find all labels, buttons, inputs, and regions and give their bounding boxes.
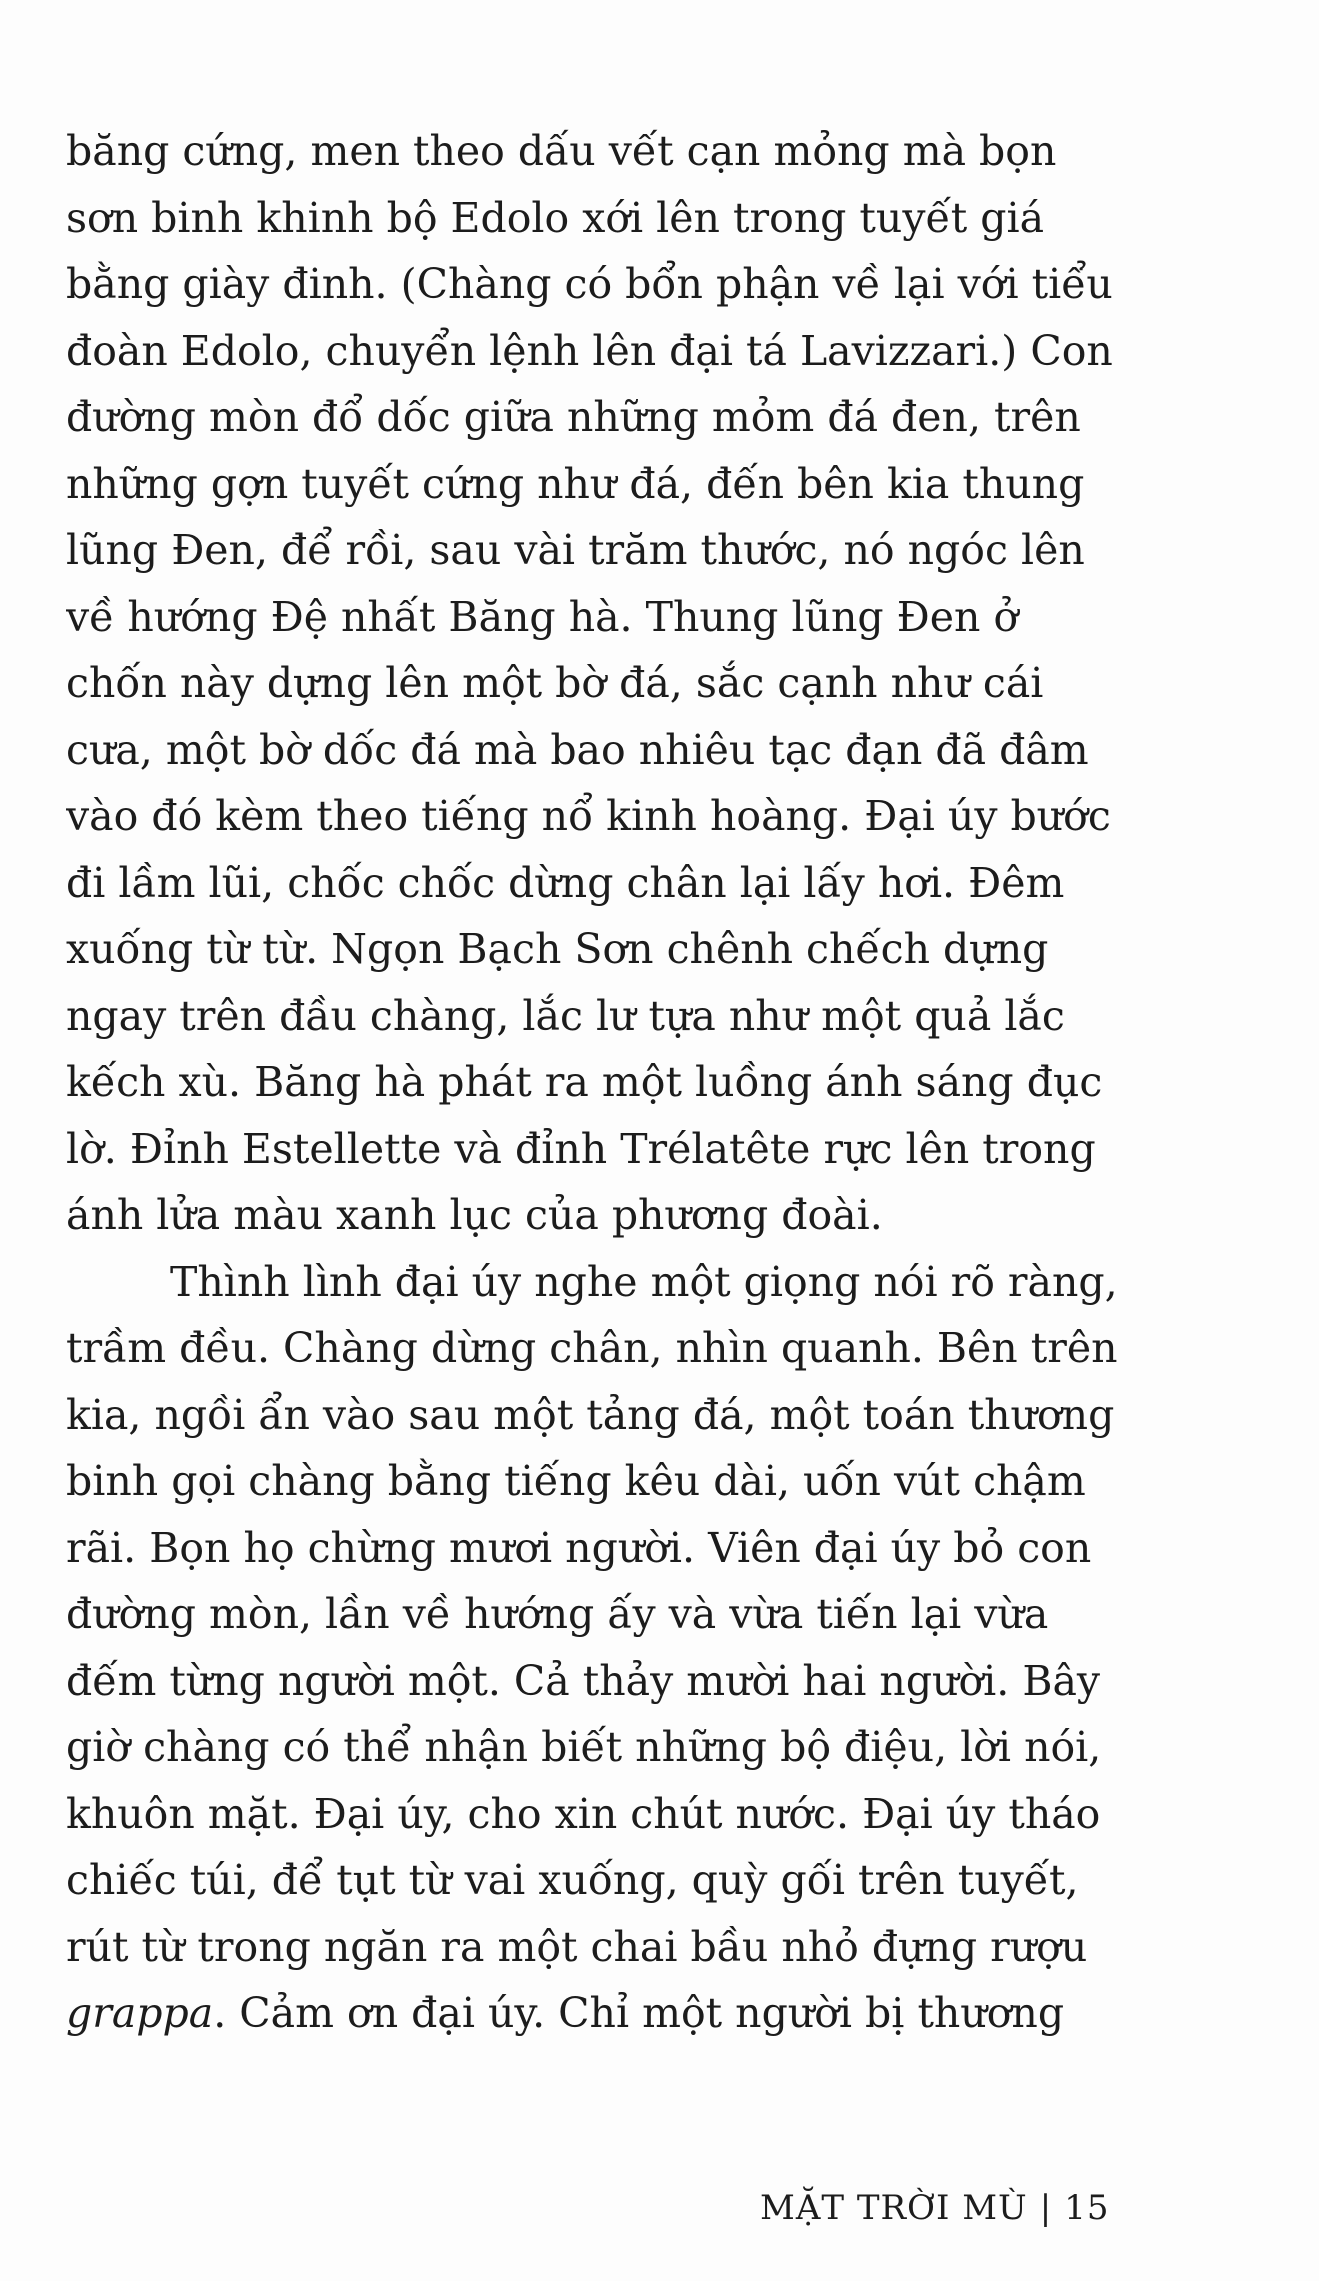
text-line: chiếc túi, để tụt từ vai xuống, quỳ gối trên tuyết, [66, 1856, 1079, 1904]
text-line: về hướng Đệ nhất Băng hà. Thung lũng Đen ở [66, 592, 1019, 641]
text-line: đường mòn, lần về hướng ấy và vừa tiến lại vừa [66, 1590, 1049, 1638]
text-line: kia, ngồi ẩn vào sau một tảng đá, một toán thương [66, 1390, 1115, 1439]
text-line: những gợn tuyết cứng như đá, đến bên kia thung [66, 459, 1085, 508]
text-line: khuôn mặt. Đại úy, cho xin chút nước. Đại úy tháo [66, 1789, 1101, 1838]
text-line-last [66, 1980, 1126, 2047]
page-footer [760, 2180, 1120, 2236]
text-line: lũng Đen, để rồi, sau vài trăm thước, nó ngóc lên [66, 526, 1085, 574]
text-line: rút từ trong ngăn ra một chai bầu nhỏ đựng rượu [66, 1922, 1088, 1971]
text-line-rest: . Cảm ơn đại úy. Chỉ một người bị thương [213, 1989, 1065, 2037]
paragraph-first-line: Thình lình đại úy nghe một giọng nói rõ ràng, [170, 1257, 1118, 1306]
body-text [66, 118, 1126, 2047]
text-line: giờ chàng có thể nhận biết những bộ điệu, lời nói, [66, 1723, 1102, 1771]
running-title: MẶT TRỜI MÙ [760, 2188, 1028, 2228]
text-line: đi lầm lũi, chốc chốc dừng chân lại lấy hơi. Đêm [66, 858, 1065, 907]
text-line: binh gọi chàng bằng tiếng kêu dài, uốn vút chậm [66, 1457, 1086, 1505]
text-line: đường mòn đổ dốc giữa những mỏm đá đen, trên [66, 393, 1081, 441]
text-line: kếch xù. Băng hà phát ra một luồng ánh sáng đục [66, 1058, 1103, 1106]
text-line: bằng giày đinh. (Chàng có bổn phận về lại với tiểu [66, 260, 1113, 308]
page-number: 15 [1064, 2188, 1110, 2228]
text-line: lờ. Đỉnh Estellette và đỉnh Trélatête rực lên trong [66, 1124, 1096, 1173]
text-line: đoàn Edolo, chuyển lệnh lên đại tá Lavizzari.) Con [66, 326, 1113, 375]
text-line: rãi. Bọn họ chừng mươi người. Viên đại úy bỏ con [66, 1523, 1092, 1572]
text-line: cưa, một bờ dốc đá mà bao nhiêu tạc đạn đã đâm [66, 725, 1089, 774]
text-line: ánh lửa màu xanh lục của phương đoài. [66, 1191, 883, 1239]
text-line: trầm đều. Chàng dừng chân, nhìn quanh. Bên trên [66, 1324, 1118, 1372]
footer-separator: | [1039, 2188, 1053, 2228]
text-line: sơn binh khinh bộ Edolo xới lên trong tuyết giá [66, 193, 1045, 242]
text-line: vào đó kèm theo tiếng nổ kinh hoàng. Đại úy bước [66, 792, 1111, 840]
text-line: băng cứng, men theo dấu vết cạn mỏng mà bọn [66, 127, 1057, 175]
text-line: chốn này dựng lên một bờ đá, sắc cạnh như cái [66, 659, 1044, 707]
italic-word: grappa [66, 1989, 214, 2037]
text-line: ngay trên đầu chàng, lắc lư tựa như một quả lắc [66, 991, 1065, 1040]
text-line: xuống từ từ. Ngọn Bạch Sơn chênh chếch dựng [66, 925, 1049, 973]
text-line: đếm từng người một. Cả thảy mười hai người. Bây [66, 1656, 1101, 1705]
